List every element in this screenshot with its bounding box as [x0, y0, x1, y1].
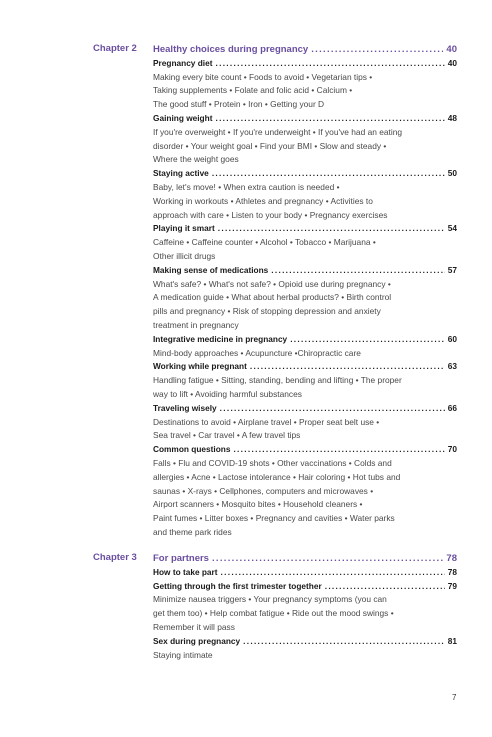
topic-line: Remember it will pass: [153, 621, 235, 632]
topic-line: allergies • Acne • Lactose intolerance • Hair coloring • Hot tubs and: [153, 471, 401, 482]
topic-line: Where the weight goes: [153, 154, 239, 165]
section-entry-title: Working while pregnant: [153, 361, 247, 372]
section-entry-page: 79: [447, 580, 457, 591]
section-topics: [153, 593, 457, 634]
section-topics: [153, 71, 457, 112]
topic-line: Taking supplements • Folate and folic acid • Calcium •: [153, 85, 353, 96]
dot-leader: [212, 167, 445, 181]
page-number: 7: [452, 693, 457, 702]
dot-leader: [325, 580, 445, 594]
topic-line: pills and pregnancy • Risk of stopping depression and anxiety: [153, 306, 381, 317]
topic-line: and theme park rides: [153, 526, 232, 537]
chapter-title-entry[interactable]: [153, 43, 457, 57]
dot-leader: [220, 402, 445, 416]
section-entry[interactable]: [153, 360, 457, 374]
chapter-label: Chapter 2: [93, 43, 137, 54]
section-entry-page: 48: [447, 112, 457, 123]
dot-leader: [271, 264, 445, 278]
section-topics: [153, 126, 457, 167]
section-entry[interactable]: [153, 566, 457, 580]
section-entry-page: 54: [447, 223, 457, 234]
section-entry[interactable]: [153, 112, 457, 126]
section-entry[interactable]: [153, 264, 457, 278]
section-entry-page: 78: [447, 566, 457, 577]
section-entry-page: 60: [447, 333, 457, 344]
topic-line: Baby, let's move! • When extra caution is needed •: [153, 181, 340, 192]
topic-line: Working in workouts • Athletes and pregnancy • Activities to: [153, 195, 373, 206]
topic-line: Destinations to avoid • Airplane travel • Proper seat belt use •: [153, 416, 380, 427]
chapter-entries: [153, 552, 457, 662]
topic-line: Minimize nausea triggers • Your pregnancy symptoms (you can: [153, 594, 387, 605]
section-entry-page: 63: [447, 361, 457, 372]
topic-line: saunas • X-rays • Cellphones, computers and microwaves •: [153, 485, 374, 496]
topic-line: Handling fatigue • Sitting, standing, bending and lifting • The proper: [153, 375, 402, 386]
topic-line: If you're overweight • If you're underweight • If you've had an eating: [153, 126, 403, 137]
section-entry-page: 40: [447, 57, 457, 68]
chapter-label: Chapter 3: [93, 552, 137, 563]
dot-leader: [243, 635, 445, 649]
dot-leader: [218, 222, 445, 236]
topic-line: approach with care • Listen to your body • Pregnancy exercises: [153, 209, 388, 220]
section-entry-page: 70: [447, 444, 457, 455]
topic-line: Mind-body approaches • Acupuncture •Chiropractic care: [153, 347, 361, 358]
section-entry-title: Making sense of medications: [153, 264, 269, 275]
dot-leader: [212, 552, 443, 566]
section-entry-title: Playing it smart: [153, 223, 215, 234]
topic-line: get them too) • Help combat fatigue • Ride out the mood swings •: [153, 608, 394, 619]
dot-leader: [215, 112, 444, 126]
topic-line: A medication guide • What about herbal products? • Birth control: [153, 292, 392, 303]
chapter-title-entry-title: For partners: [153, 553, 209, 564]
section-entry-page: 50: [447, 168, 457, 179]
dot-leader: [290, 333, 445, 347]
topic-line: Falls • Flu and COVID-19 shots • Other vaccinations • Colds and: [153, 457, 392, 468]
chapter-title-entry[interactable]: [153, 552, 457, 566]
dot-leader: [233, 443, 444, 457]
section-topics: [153, 374, 457, 402]
section-topics: [153, 236, 457, 264]
topic-line: Caffeine • Caffeine counter • Alcohol • Tobacco • Marijuana •: [153, 237, 376, 248]
section-entry-page: 57: [447, 264, 457, 275]
section-entry-page: 66: [447, 402, 457, 413]
section-entry[interactable]: [153, 167, 457, 181]
section-entry-title: Traveling wisely: [153, 402, 217, 413]
topic-line: The good stuff • Protein • Iron • Getting your D: [153, 99, 325, 110]
section-topics: [153, 457, 457, 540]
topic-line: Paint fumes • Litter boxes • Pregnancy and cavities • Water parks: [153, 513, 395, 524]
topic-line: treatment in pregnancy: [153, 319, 239, 330]
section-entry[interactable]: [153, 333, 457, 347]
section-entry-title: Integrative medicine in pregnancy: [153, 333, 288, 344]
topic-line: Making every bite count • Foods to avoid • Vegetarian tips •: [153, 71, 373, 82]
section-entry[interactable]: [153, 402, 457, 416]
section-entry-title: Getting through the first trimester together: [153, 580, 322, 591]
dot-leader: [250, 360, 445, 374]
chapter-title-entry-title: Healthy choices during pregnancy: [153, 44, 309, 55]
topic-line: Airport scanners • Mosquito bites • Household cleaners •: [153, 499, 363, 510]
topic-line: Other illicit drugs: [153, 250, 216, 261]
section-topics: [153, 416, 457, 444]
section-entry-page: 81: [447, 635, 457, 646]
section-topics: [153, 649, 457, 663]
section-entry-title: Gaining weight: [153, 112, 213, 123]
section-entry-title: Sex during pregnancy: [153, 635, 241, 646]
section-entry-title: Common questions: [153, 444, 231, 455]
topic-line: What's safe? • What's not safe? • Opioid use during pregnancy •: [153, 278, 391, 289]
section-topics: [153, 347, 457, 361]
chapter-title-entry-page: 40: [446, 44, 457, 55]
topic-line: Staying intimate: [153, 649, 213, 660]
section-entry[interactable]: [153, 580, 457, 594]
chapter-entries: [153, 43, 457, 540]
section-entry-title: Pregnancy diet: [153, 57, 213, 68]
topic-line: Sea travel • Car travel • A few travel tips: [153, 430, 301, 441]
section-entry[interactable]: [153, 443, 457, 457]
section-topics: [153, 181, 457, 222]
topic-line: disorder • Your weight goal • Find your BMI • Slow and steady •: [153, 140, 387, 151]
section-entry[interactable]: [153, 222, 457, 236]
topic-line: way to lift • Avoiding harmful substances: [153, 388, 302, 399]
dot-leader: [311, 43, 443, 57]
dot-leader: [215, 57, 444, 71]
section-entry[interactable]: [153, 57, 457, 71]
dot-leader: [221, 566, 445, 580]
chapter-title-entry-page: 78: [446, 553, 457, 564]
section-topics: [153, 278, 457, 333]
section-entry[interactable]: [153, 635, 457, 649]
section-entry-title: How to take part: [153, 566, 218, 577]
section-entry-title: Staying active: [153, 168, 209, 179]
